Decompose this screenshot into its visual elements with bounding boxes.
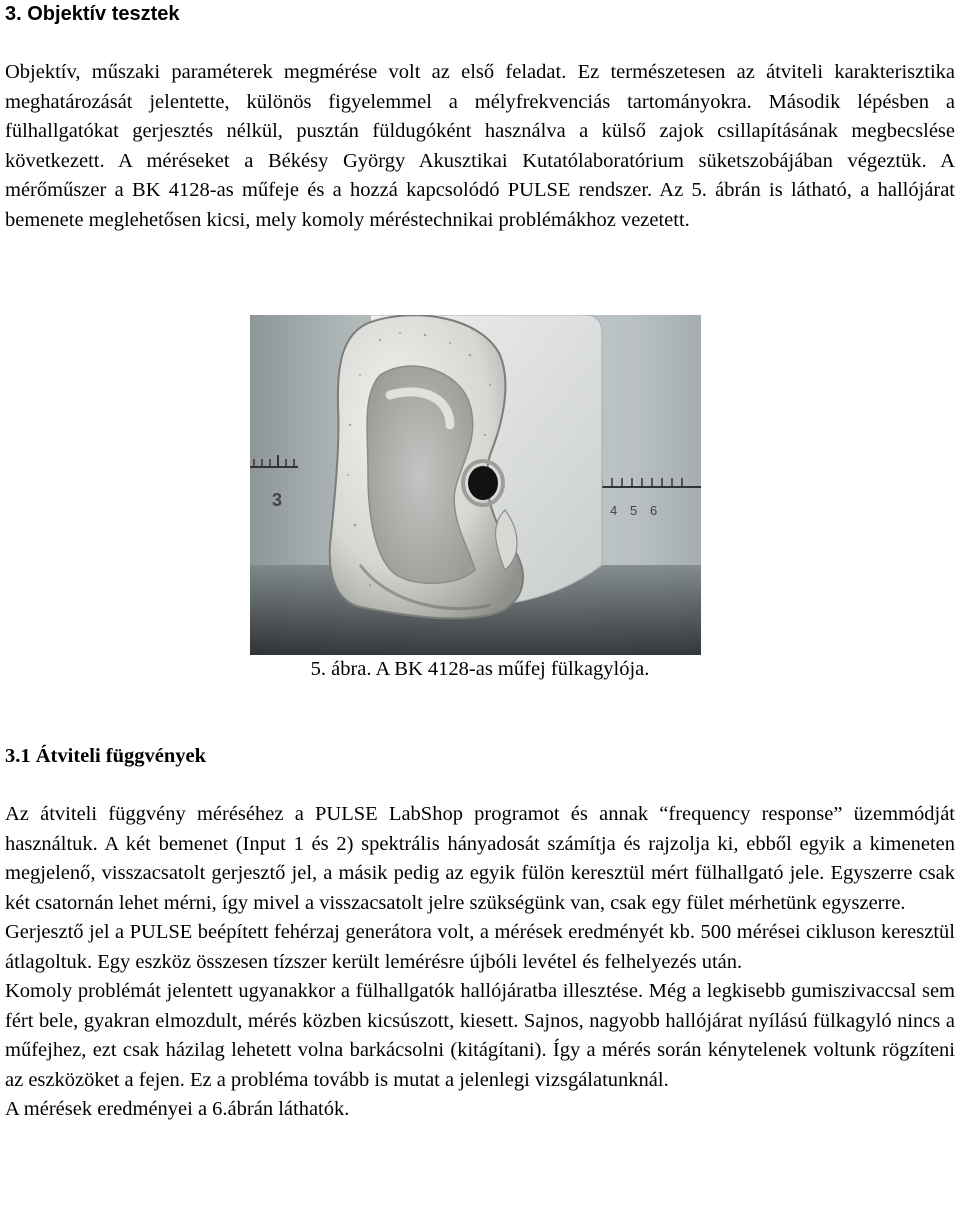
intro-paragraph [5,58,955,235]
subsection-title: 3.1 Átviteli függvények [5,745,206,767]
intro-paragraph-part1: Objektív, műszaki paraméterek megmérése volt az első feladat. Ez természetesen az átviteli karakterisztika meghatározását jelentette, különös figyelemmel a mélyfrekvenciás tartományokra. Második lépésben a fülhallgatókat gerjesztés nélkül, pusztán füldugóként használva a külső zajok csillapításának megbecslése következett. [5,61,955,172]
paragraph-4: A mérések eredményei a 6.ábrán láthatók. [5,1098,350,1120]
section-heading: 3. Objektív tesztek [5,3,180,25]
ear-figure [250,315,701,655]
document-page [5,0,955,235]
spacer [5,29,955,58]
figure-caption: 5. ábra. A BK 4128-as műfej fülkagylója. [310,658,650,680]
paragraph-1: Az átviteli függvény méréséhez a PULSE LabShop programot és annak “frequency response” üzemmódját használtuk. A két bemenet (Input 1 és 2) spektrális hányadosát számítja és rajzolja ki, ebből egyik a kimeneten megjelenő, visszacsatolt gerjesztő jel, a másik pedig az egyik fülön keresztül mért fülhallgató jele. Egyszerre csak két csatornán lehet mérni, így mivel a visszacsatolt jelre szükségünk van, csak egy fület mérhetünk egyszerre. [5,803,955,914]
right-scale-label-5: 5 [630,503,638,518]
paragraph-3: Komoly problémát jelentett ugyanakkor a fülhallgatók hallójáratba illesztése. Még a legkisebb gumiszivaccsal sem fért bele, gyakran elmozdult, mérés közben kicsúszott, kiesett. Sajnos, nagyobb hallójárat nyílású fülkagyló nincs a műfejhez, ezt csak házilag lehetett volna barkácsolni (kitágítani). Így a mérés során kénytelenek voltunk rögzíteni az eszközöket a fejen. Ez a probléma tovább is mutat a jelenlegi vizsgálatunknál. [5,980,955,1091]
left-scale-label: 3 [272,490,283,510]
section-3-1 [5,742,955,1125]
right-scale-label-6: 6 [650,503,658,518]
ear-canal [468,466,498,500]
paragraph-2: Gerjesztő jel a PULSE beépített fehérzaj generátora volt, a mérések eredményét kb. 500 mérései cikluson keresztül átlagoltuk. Egy eszköz összesen tízszer került lemérésre újbóli levétel és felhelyezés után. [5,921,955,973]
intro-paragraph-part2: A méréseket a Békésy György Akusztikai Kutatólaboratórium süketszobájában végeztük. A mérőműszer a BK 4128-as műfeje és a hozzá kapcsolódó PULSE rendszer. Az 5. ábrán is látható, a hallójárat bemenete meglehetősen kicsi, mely komoly méréstechnikai problémákhoz vezetett. [5,149,956,231]
ear-image [250,315,701,655]
right-scale-label-4: 4 [610,503,618,518]
